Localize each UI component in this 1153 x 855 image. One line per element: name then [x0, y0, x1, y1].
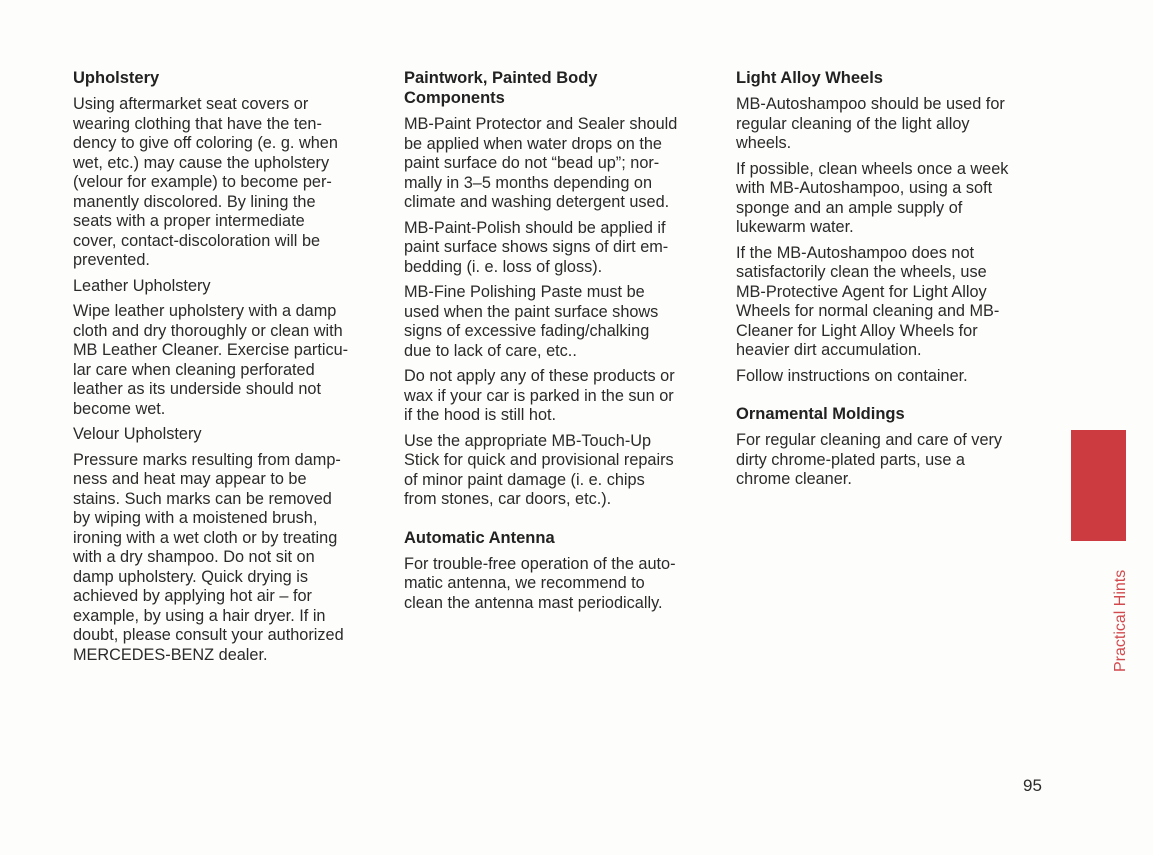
paragraph: If possible, clean wheels once a week with MB-Autoshampoo, using a soft sponge and an ample supply of lukewarm water.: [736, 159, 1009, 236]
paragraph: Use the appropriate MB-Touch-Up Stick for quick and provisional repairs of minor paint damage (i. e. chips from stones, car doors, etc.).: [404, 431, 674, 508]
page-number: 95: [1023, 776, 1042, 795]
paragraph: Wipe leather upholstery with a damp cloth and dry thoroughly or clean with MB Leather Cleaner. Exercise particu- lar care when cleaning perforated leather as its underside should not become wet.: [73, 302, 349, 418]
paragraph: Do not apply any of these products or wax if your car is parked in the sun or if the hood is still hot.: [404, 367, 675, 424]
side-tab-label: Practical Hints: [1112, 569, 1129, 672]
heading-automatic-antenna: Automatic Antenna: [404, 528, 555, 547]
heading-upholstery: Upholstery: [73, 69, 160, 87]
paragraph: If the MB-Autoshampoo does not satisfactorily clean the wheels, use MB-Protective Agent for Light Alloy Wheels for normal cleaning and MB- Cleaner for Light Alloy Wheels for heavier dirt accumulation.: [736, 243, 1000, 359]
paragraph: Follow instructions on container.: [736, 366, 968, 385]
column-light-alloy-wheels: [736, 68, 1036, 496]
paragraph: MB-Paint Protector and Sealer should be applied when water drops on the paint surface do not “bead up”; nor- mally in 3–5 months depending on climate and washing detergent used.: [404, 115, 678, 211]
paragraph: MB-Fine Polishing Paste must be used when the paint surface shows signs of excessive fading/chalking due to lack of care, etc..: [404, 283, 659, 360]
paragraph: For trouble-free operation of the auto- matic antenna, we recommend to clean the antenna mast periodically.: [404, 554, 676, 612]
heading-light-alloy-wheels: Light Alloy Wheels: [736, 69, 883, 87]
paragraph: Pressure marks resulting from damp- ness and heat may appear to be stains. Such marks can be removed by wiping with a moistened brush, ironing with a wet cloth or by treating with a dry shampoo. Do not sit on damp upholstery. Quick drying is achieved by applying hot air – for example, by using a hair dryer. If in doubt, please consult your authorized MERCEDES-BENZ dealer.: [73, 450, 344, 664]
column-upholstery: [73, 68, 381, 671]
heading-paintwork: Paintwork, Painted Body Components: [404, 69, 598, 107]
paragraph: For regular cleaning and care of very dirty chrome-plated parts, use a chrome cleaner.: [736, 431, 1003, 488]
paragraph: MB-Autoshampoo should be used for regular cleaning of the light alloy wheels.: [736, 95, 1005, 152]
heading-ornamental-moldings: Ornamental Moldings: [736, 405, 905, 423]
paragraph: MB-Paint-Polish should be applied if paint surface shows signs of dirt em- bedding (i. e. loss of gloss).: [404, 218, 669, 276]
section-tab-marker: [1071, 430, 1126, 541]
subheading-leather-upholstery: Leather Upholstery: [73, 276, 211, 295]
column-paintwork: [404, 68, 712, 619]
subheading-velour-upholstery: Velour Upholstery: [73, 425, 202, 443]
paragraph: Using aftermarket seat covers or wearing clothing that have the ten- dency to give off coloring (e. g. when wet, etc.) may cause the upholstery (velour for example) to become per- manently discolored. By lining the seats with a proper intermediate cover, contact-discoloration will be prevented.: [73, 95, 338, 269]
